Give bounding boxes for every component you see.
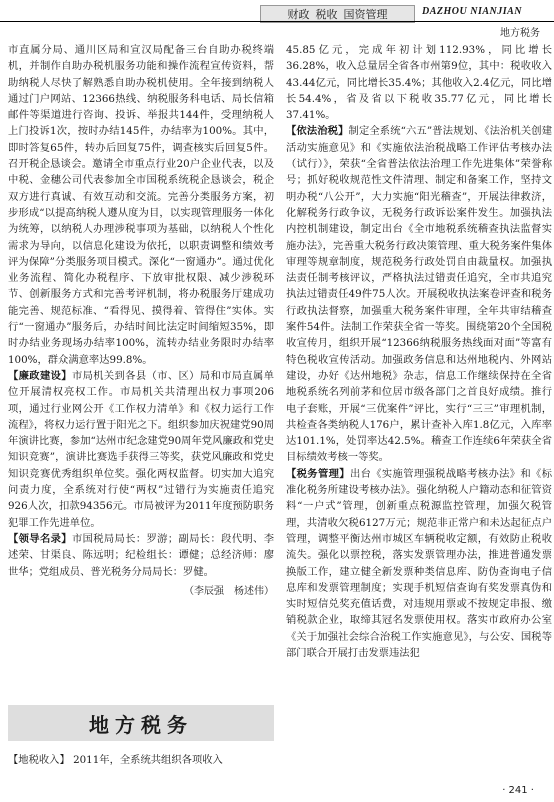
paragraph — [8, 531, 274, 580]
section-key: 【廉政建设】 — [8, 369, 72, 382]
section-item: 税收 — [315, 8, 338, 21]
paragraph-text: 出台《实施管理强税战略考核办法》和《标准化税务所建设考核办法》。强化纳税人户籍动态和征管资料“一户式”管理，创新重点税源监控管理，加强欠税管理，共清收欠税6127万元；规范非正常户和未达起征点户管理，调整平衡达州市城区车辆税收定额，有效防止税收流失。强化以票控税，落实发票管理办法，推进普通发票换版工作，建立健全新发票种类信息库、防伪查询电子信息库和发票管理制度；实现手机短信查询有奖发票真伪和实时短信兑奖充值话费，对违规用票或不按规定串报、缴销税款企业，取缔其冠名发票使用权。落实市政府办公室《关于加强社会综合治税工作实施意见》，与公安、国税等部门联合开展打击发票违法犯 — [286, 467, 553, 659]
section-key: 【依法治税】 — [286, 125, 349, 138]
paragraph-text: 制定全系统“六五”普法规划、《法治机关创建活动实施意见》和《实施依法治税战略工作评估考核办法（试行）》，荣获“全省普法依法治理工作先进集体”荣誉称号；抓好税收规范性文件清理、制定和备案工作，坚持文明办税“八公开”，大力实施“阳光稽查”，开展法律救济，化解税务行政争议，无税务行政诉讼案件发生。加强执法内控机制建设，制定出台《全市地税系统稽查执法监督实施办法》，完善重大税务行政决策管理、重大税务案件集体审理等规章制度，规范税务行政处罚自由裁量权。加强执法责任制考核评议，严格执法过错责任追究，全市共追究执法过错责任49件75人次。开展税收执法案卷评查和税务行政执法督察，加强重大税务案件审理，全年共审结稽查案件54件。法制工作荣获全省一等奖。围绕第20个全国税收宣传月，组织开展“12366纳税服务热线面对面”等富有特色税收宣传活动。加强政务信息和达州地税内、外网站建设，办好《达州地税》杂志，信息工作继续保持在全省地税系统名列前茅和位居市级各部门之首良好成绩。推行电子套账，开展“三优案件”评比，实行“三三”审理机制，共检查各类纳税人176户，累计查补入库1.8亿元，入库率达101.1%，处罚率达42.5%。稽查工作连续6年荣获全省目标绩效考核一等奖。 — [286, 125, 553, 464]
section-key: 【地税收入】 — [8, 754, 70, 766]
right-column — [286, 42, 552, 661]
section-item: 国资管理 — [343, 8, 388, 21]
paragraph — [8, 368, 274, 531]
paragraph: 市直属分局、通川区局和宣汉局配备三台自助办税终端机，并制作自助办税机服务功能和操作流程宣传资料，帮助纳税人尽快了解熟悉自助办税机使用。全年接到纳税人通过门户网站、12366热线、纳税服务科电话、局长信箱邮件等渠道进行咨询、投诉、举报共144件，受理纳税人上门投诉1次，按时办结145件，办结率为100%。其中，即时答复65件，转办后回复75件，调查核实后回复5件。召开税企恳谈会。邀请全市重点行业20户企业代表，以及中税、金穗公司代表参加全市国税系统税企恳谈会，税企双方进行真诚、有效互动和交流。完善分类服务方案，初步形成“以提高纳税人遵从度为目，以实现管理服务一体化为统筹，以纳税人办理涉税事项为基础，以纳税人个性化需求为导向，以信息化建设为依托，以职责调整和绩效考评为保障”分类服务项目模式。深化“一窗通办”。通过优化业务流程、简化办税程序、下放审批权限、减少涉税环节、创新服务方式和完善考评机制，将办税服务厅建成功能完善、规范标准、“看得见、摸得着、管得住”实体。实行“一窗通办”服务后，办结时间比法定时间缩短35%，即时办结业务现场办结率100%，流转办结业务限时办结率100%，群众满意率达99.8%。 — [8, 44, 274, 366]
paragraph — [286, 123, 552, 465]
paragraph: 45.85亿元，完成年初计划112.93%，同比增长36.28%，收入总量居全省各市州第9位，其中：税收收入43.44亿元，同比增长35.4%；其他收入2.4亿元，同比增长54.4%，省及省以下税收35.77亿元，同比增长37.41%。 — [286, 44, 552, 122]
paragraph — [286, 466, 552, 662]
header-rule — [0, 21, 554, 22]
author-credit: （李辰强 杨述伟） — [184, 585, 274, 597]
header-subtitle: 地方税务 — [500, 28, 540, 39]
page-number: · 241 · — [502, 785, 534, 796]
page-header — [0, 0, 554, 42]
section-key: 【领导名录】 — [8, 532, 72, 545]
yearbook-brand: DAZHOU NIANJIAN — [422, 6, 523, 17]
section-title: 地方税务 — [8, 705, 274, 741]
section-key: 【税务管理】 — [286, 467, 350, 480]
paragraph-text: 市国税局局长：罗游；副局长：段代明、李述荣、甘渠良、陈远明；纪检组长：谭健；总经济师：廖世华；党组成员、普光税务分局局长：罗健。 — [8, 532, 275, 578]
bottom-left-paragraph — [8, 752, 274, 768]
paragraph-text: 2011年，全系统共组织各项收入 — [73, 754, 223, 766]
left-column — [8, 42, 274, 600]
section-item: 财政 — [287, 8, 310, 21]
paragraph-text: 市局机关到各县（市、区）局和市局直属单位开展清权亮权工作。市局机关共清理出权力事项206项，通过行业网公开《工作权力清单》和《权力运行工作流程》，将权力运行置于阳光之下。组织参加庆祝建党90周年演讲比赛，参加“达州市纪念建党90周年党风廉政和党史知识竞赛”，演讲比赛选手获得三等奖，获党风廉政和党史知识竞赛优秀组织单位奖。强化两权监督。切实加大追究问责力度，全系统对行使“两权”过错行为实施责任追究926人次，扣款94356元。市局被评为2011年度预防职务犯罪工作先进单位。 — [8, 369, 275, 529]
